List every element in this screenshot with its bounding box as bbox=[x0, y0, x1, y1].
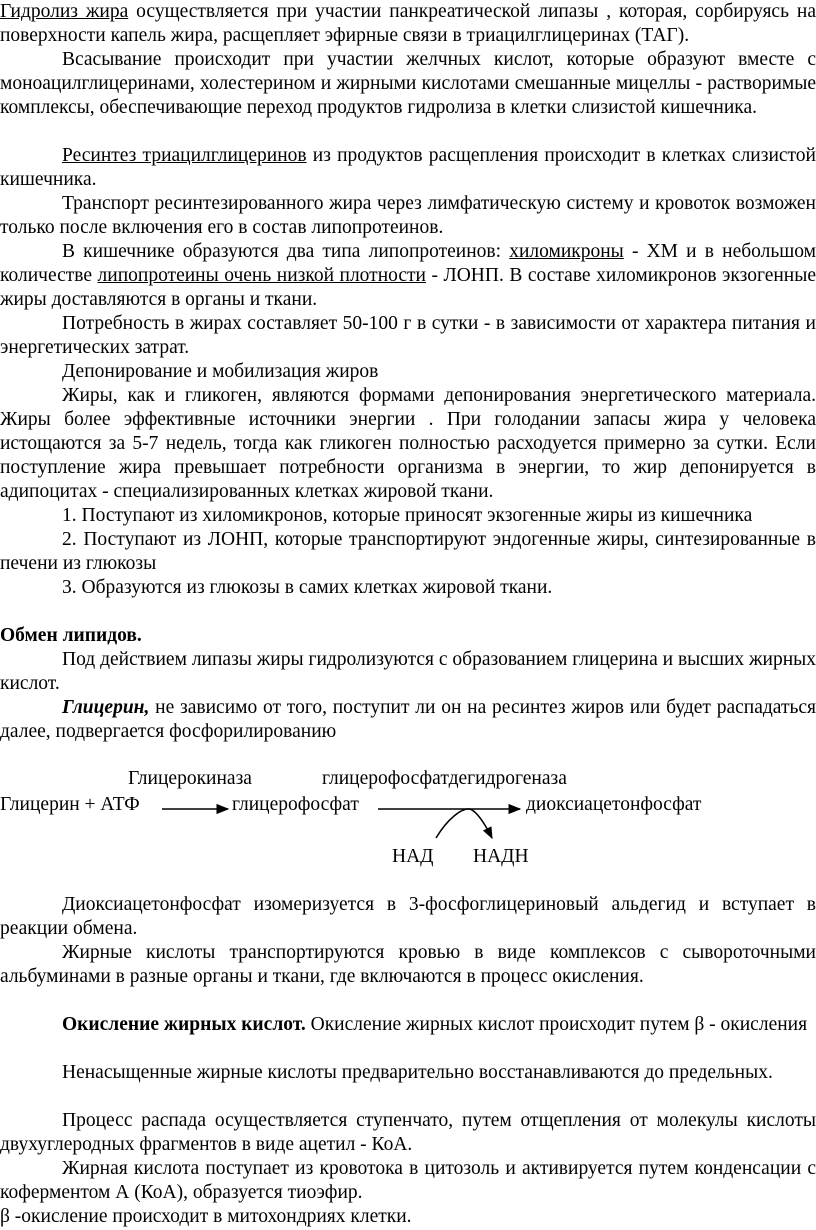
paragraph-mitochondria: β -окисление происходит в митохондриях клетки. bbox=[0, 1206, 412, 1227]
list-item: 1. Поступают из хиломикронов, которые приносят экзогенные жиры из кишечника bbox=[62, 505, 753, 526]
paragraph-text: не зависимо от того, поступит ли он на ресинтез жиров или будет распадаться далее, подвергается фосфорилированию bbox=[0, 697, 816, 742]
paragraph-unsaturated: Ненасыщенные жирные кислоты предварительно восстанавливаются до предельных. bbox=[62, 1062, 773, 1083]
paragraph-absorption: Всасывание происходит при участии желчных кислот, которые образуют вместе с моноацилглицеринами, холестерином и жирными кислотами смешанные мицеллы - растворимые комплексы, обеспечивающие переход продуктов гидролиза в клетки слизистой кишечника. bbox=[0, 49, 816, 118]
paragraph-fatty-acid-transport: Жирные кислоты транспортируются кровью в виде комплексов с сывороточными альбуминами в разные органы и ткани, где включаются в процесс окисления. bbox=[0, 942, 816, 987]
term-vldl: липопротеины очень низкой плотности bbox=[97, 265, 426, 286]
cofactor-label: НАД bbox=[392, 846, 434, 867]
term-fatty-acid-oxidation: Окисление жирных кислот. bbox=[62, 1014, 306, 1035]
term-glycerol: Глицерин, bbox=[62, 697, 150, 718]
product-label: диоксиацетонфосфат bbox=[526, 794, 702, 815]
term-resynthesis: Ресинтез триацилглицеринов bbox=[62, 145, 307, 166]
paragraph-oxidation bbox=[0, 1013, 816, 1037]
subheading-deposition: Депонирование и мобилизация жиров bbox=[62, 361, 379, 382]
substrate-label: Глицерин + АТФ bbox=[0, 794, 140, 815]
paragraph-activation: Жирная кислота поступает из кровотока в цитозоль и активируется путем конденсации с коферментом А (КоА), образуется тиоэфир. bbox=[0, 1158, 816, 1203]
term-chylomicrons: хиломикроны bbox=[509, 241, 624, 262]
paragraph-transport: Транспорт ресинтезированного жира через лимфатическую систему и кровоток возможен только после включения его в состав липопротеинов. bbox=[0, 193, 816, 238]
term-fat-hydrolysis: Гидролиз жира bbox=[0, 1, 129, 22]
paragraph-text: В кишечнике образуются два типа липопротеинов: bbox=[62, 241, 510, 262]
paragraph-fat-requirement: Потребность в жирах составляет 50-100 г в сутки - в зависимости от характера питания и энергетических затрат. bbox=[0, 313, 816, 358]
cofactor-arrow bbox=[470, 809, 492, 838]
paragraph-text: - ХМ и в небольшом количестве bbox=[0, 241, 816, 286]
enzyme-label: глицерофосфатдегидрогеназа bbox=[322, 768, 567, 789]
paragraph-text: - ЛОНП. В составе хиломикронов экзогенные жиры доставляются в органы и ткани. bbox=[0, 265, 816, 310]
paragraph-text: осуществляется при участии панкреатической липазы , которая, сорбируясь на поверхности капель жира, расщепляет эфирные связи в триацилглицеринах (ТАГ). bbox=[0, 1, 816, 46]
product-label: глицерофосфат bbox=[232, 794, 359, 815]
enzyme-label: Глицерокиназа bbox=[128, 768, 252, 789]
paragraph-deposition: Жиры, как и гликоген, являются формами депонирования энергетического материала. Жиры более эффективные источники энергии . При голодании запасы жира у человека истощаются за 5-7 недель, тогда как гликоген полностью расходуется примерно за сутки. Если поступление жира превышает потребности организма в энергии, то жир депонируется в адипоцитах - специализированных клетках жировой ткани. bbox=[0, 385, 816, 502]
paragraph-lipase: Под действием липазы жиры гидролизуются с образованием глицерина и высших жирных кислот. bbox=[0, 649, 816, 694]
cofactor-curve bbox=[436, 809, 470, 838]
paragraph-breakdown: Процесс распада осуществляется ступенчато, путем отщепления от молекулы кислоты двухуглеродных фрагментов в виде ацетил - КоА. bbox=[0, 1110, 816, 1155]
list-item: 3. Образуются из глюкозы в самих клетках жировой ткани. bbox=[62, 577, 553, 598]
section-heading-lipid-metabolism: Обмен липидов. bbox=[0, 625, 142, 646]
paragraph-text: из продуктов расщепления происходит в клетках слизистой кишечника. bbox=[0, 145, 816, 190]
cofactor-label: НАДН bbox=[473, 846, 529, 867]
paragraph-isomerization: Диоксиацетонфосфат изомеризуется в 3-фосфоглицериновый альдегид и вступает в реакции обмена. bbox=[0, 894, 816, 939]
paragraph-text: Окисление жирных кислот происходит путем β - окисления bbox=[305, 1014, 808, 1035]
list-item: 2. Поступают из ЛОНП, которые транспортируют эндогенные жиры, синтезированные в печени из глюкозы bbox=[0, 529, 816, 574]
